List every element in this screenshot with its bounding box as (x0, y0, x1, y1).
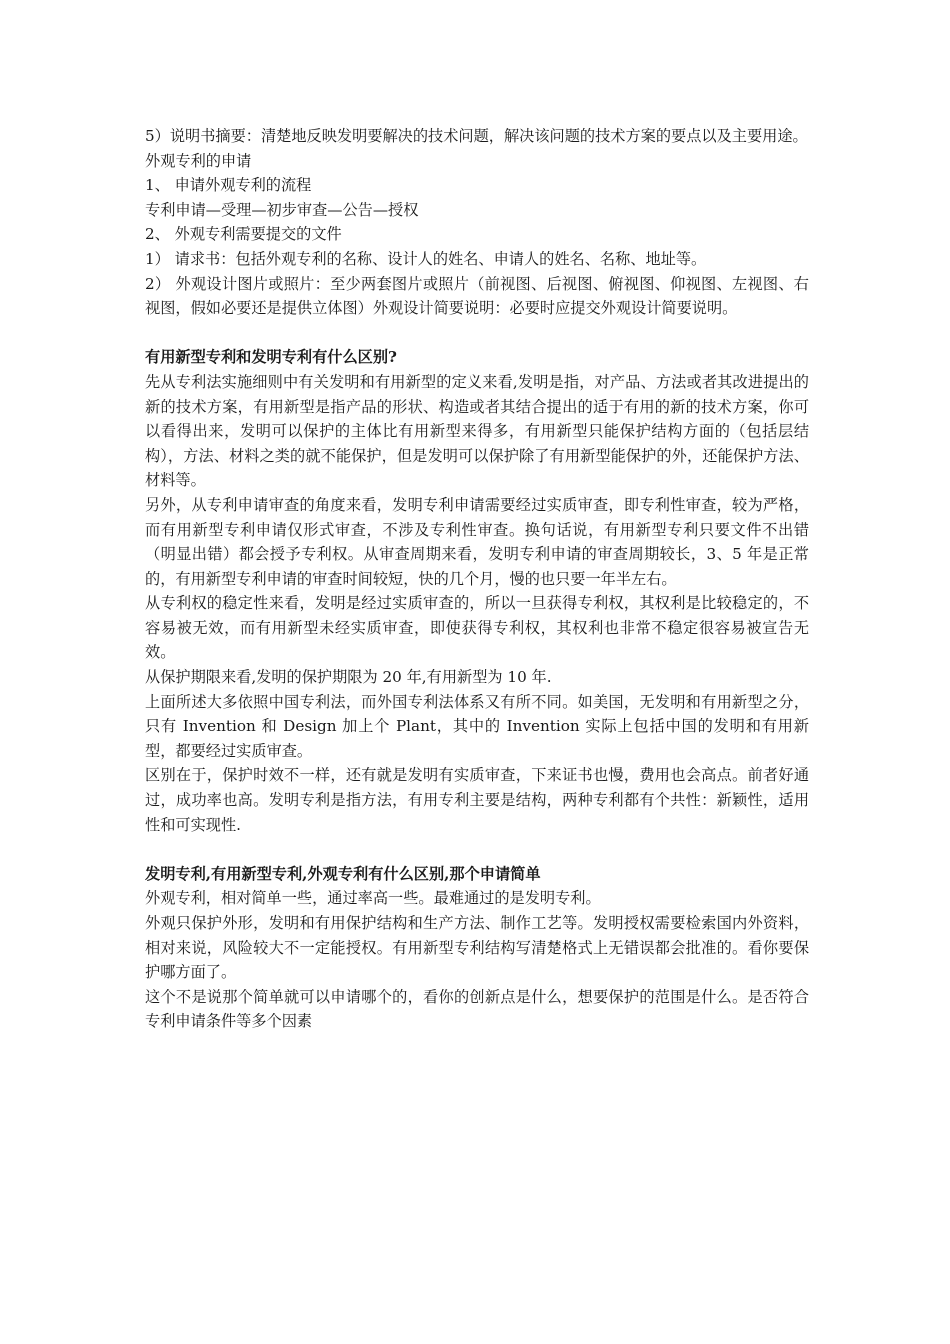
list-item: 1） 请求书：包括外观专利的名称、设计人的姓名、申请人的姓名、名称、地址等。 (145, 249, 707, 268)
paragraph: 外观专利，相对简单一些，通过率高一些。最难通过的是发明专利。 (145, 889, 601, 908)
section-title: 外观专利的申请 (145, 151, 252, 170)
paragraph: 5）说明书摘要：清楚地反映发明要解决的技术问题，解决该问题的技术方案的要点以及主要用途。 (145, 127, 808, 145)
section-heading: 发明专利,有用新型专利,外观专利有什么区别,那个申请简单 (145, 864, 541, 883)
paragraph: 区别在于，保护时效不一样，还有就是发明有实质审查，下来证书也慢，费用也会高点。前者好通过，成功率也高。发明专利是指方法，有用专利主要是结构，两种专利都有个共性：新颖性，适用性和可实现性. (145, 766, 809, 834)
list-item: 2、 外观专利需要提交的文件 (145, 225, 342, 244)
paragraph: 从专利权的稳定性来看，发明是经过实质审查的，所以一旦获得专利权，其权利是比较稳定的，不容易被无效，而有用新型未经实质审查，即使获得专利权，其权利也非常不稳定很容易被宣告无效。 (145, 594, 809, 662)
paragraph: 上面所述大多依照中国专利法，而外国专利法体系又有所不同。如美国，无发明和有用新型之分，只有 Invention 和 Design 加上个 Plant，其中的 Invention 实际上包括中国的发明和有用新型，都要经过实质审查。 (145, 692, 809, 760)
list-item: 1、 申请外观专利的流程 (145, 176, 312, 195)
paragraph: 外观只保护外形，发明和有用保护结构和生产方法、制作工艺等。发明授权需要检索国内外资料，相对来说，风险较大不一定能授权。有用新型专利结构写清楚格式上无错误都会批准的。看你要保护哪方面了。 (145, 914, 809, 982)
paragraph: 先从专利法实施细则中有关发明和有用新型的定义来看,发明是指，对产品、方法或者其改进提出的新的技术方案，有用新型是指产品的形状、构造或者其结合提出的适于有用的新的技术方案，你可以看得出来，发明可以保护的主体比有用新型来得多，有用新型只能保护结构方面的（包括层结构），方法、材料之类的就不能保护，但是发明可以保护除了有用新型能保护的外，还能保护方法、材料等。 (145, 372, 809, 490)
paragraph: 这个不是说那个简单就可以申请哪个的，看你的创新点是什么，想要保护的范围是什么。是否符合专利申请条件等多个因素 (145, 987, 809, 1031)
spacer (145, 321, 809, 346)
section-heading: 有用新型专利和发明专利有什么区别? (145, 348, 397, 367)
paragraph: 从保护期限来看,发明的保护期限为 20 年,有用新型为 10 年. (145, 668, 552, 687)
paragraph: 另外，从专利申请审查的角度来看，发明专利申请需要经过实质审查，即专利性审查，较为严格，而有用新型专利申请仅形式审查，不涉及专利性审查。换句话说，有用新型专利只要文件不出错（明显出错）都会授予专利权。从审查周期来看，发明专利申请的审查周期较长，3、5 年是正常的，有用新型专利申请的审查时间较短，快的几个月，慢的也只要一年半左右。 (145, 495, 809, 588)
paragraph: 专利申请—受理—初步审查—公告—授权 (145, 200, 419, 219)
spacer (145, 837, 809, 862)
list-item: 2） 外观设计图片或照片：至少两套图片或照片（前视图、后视图、俯视图、仰视图、左视图、右视图，假如必要还是提供立体图）外观设计简要说明：必要时应提交外观设计简要说明。 (145, 274, 809, 318)
document-page (145, 124, 809, 1034)
